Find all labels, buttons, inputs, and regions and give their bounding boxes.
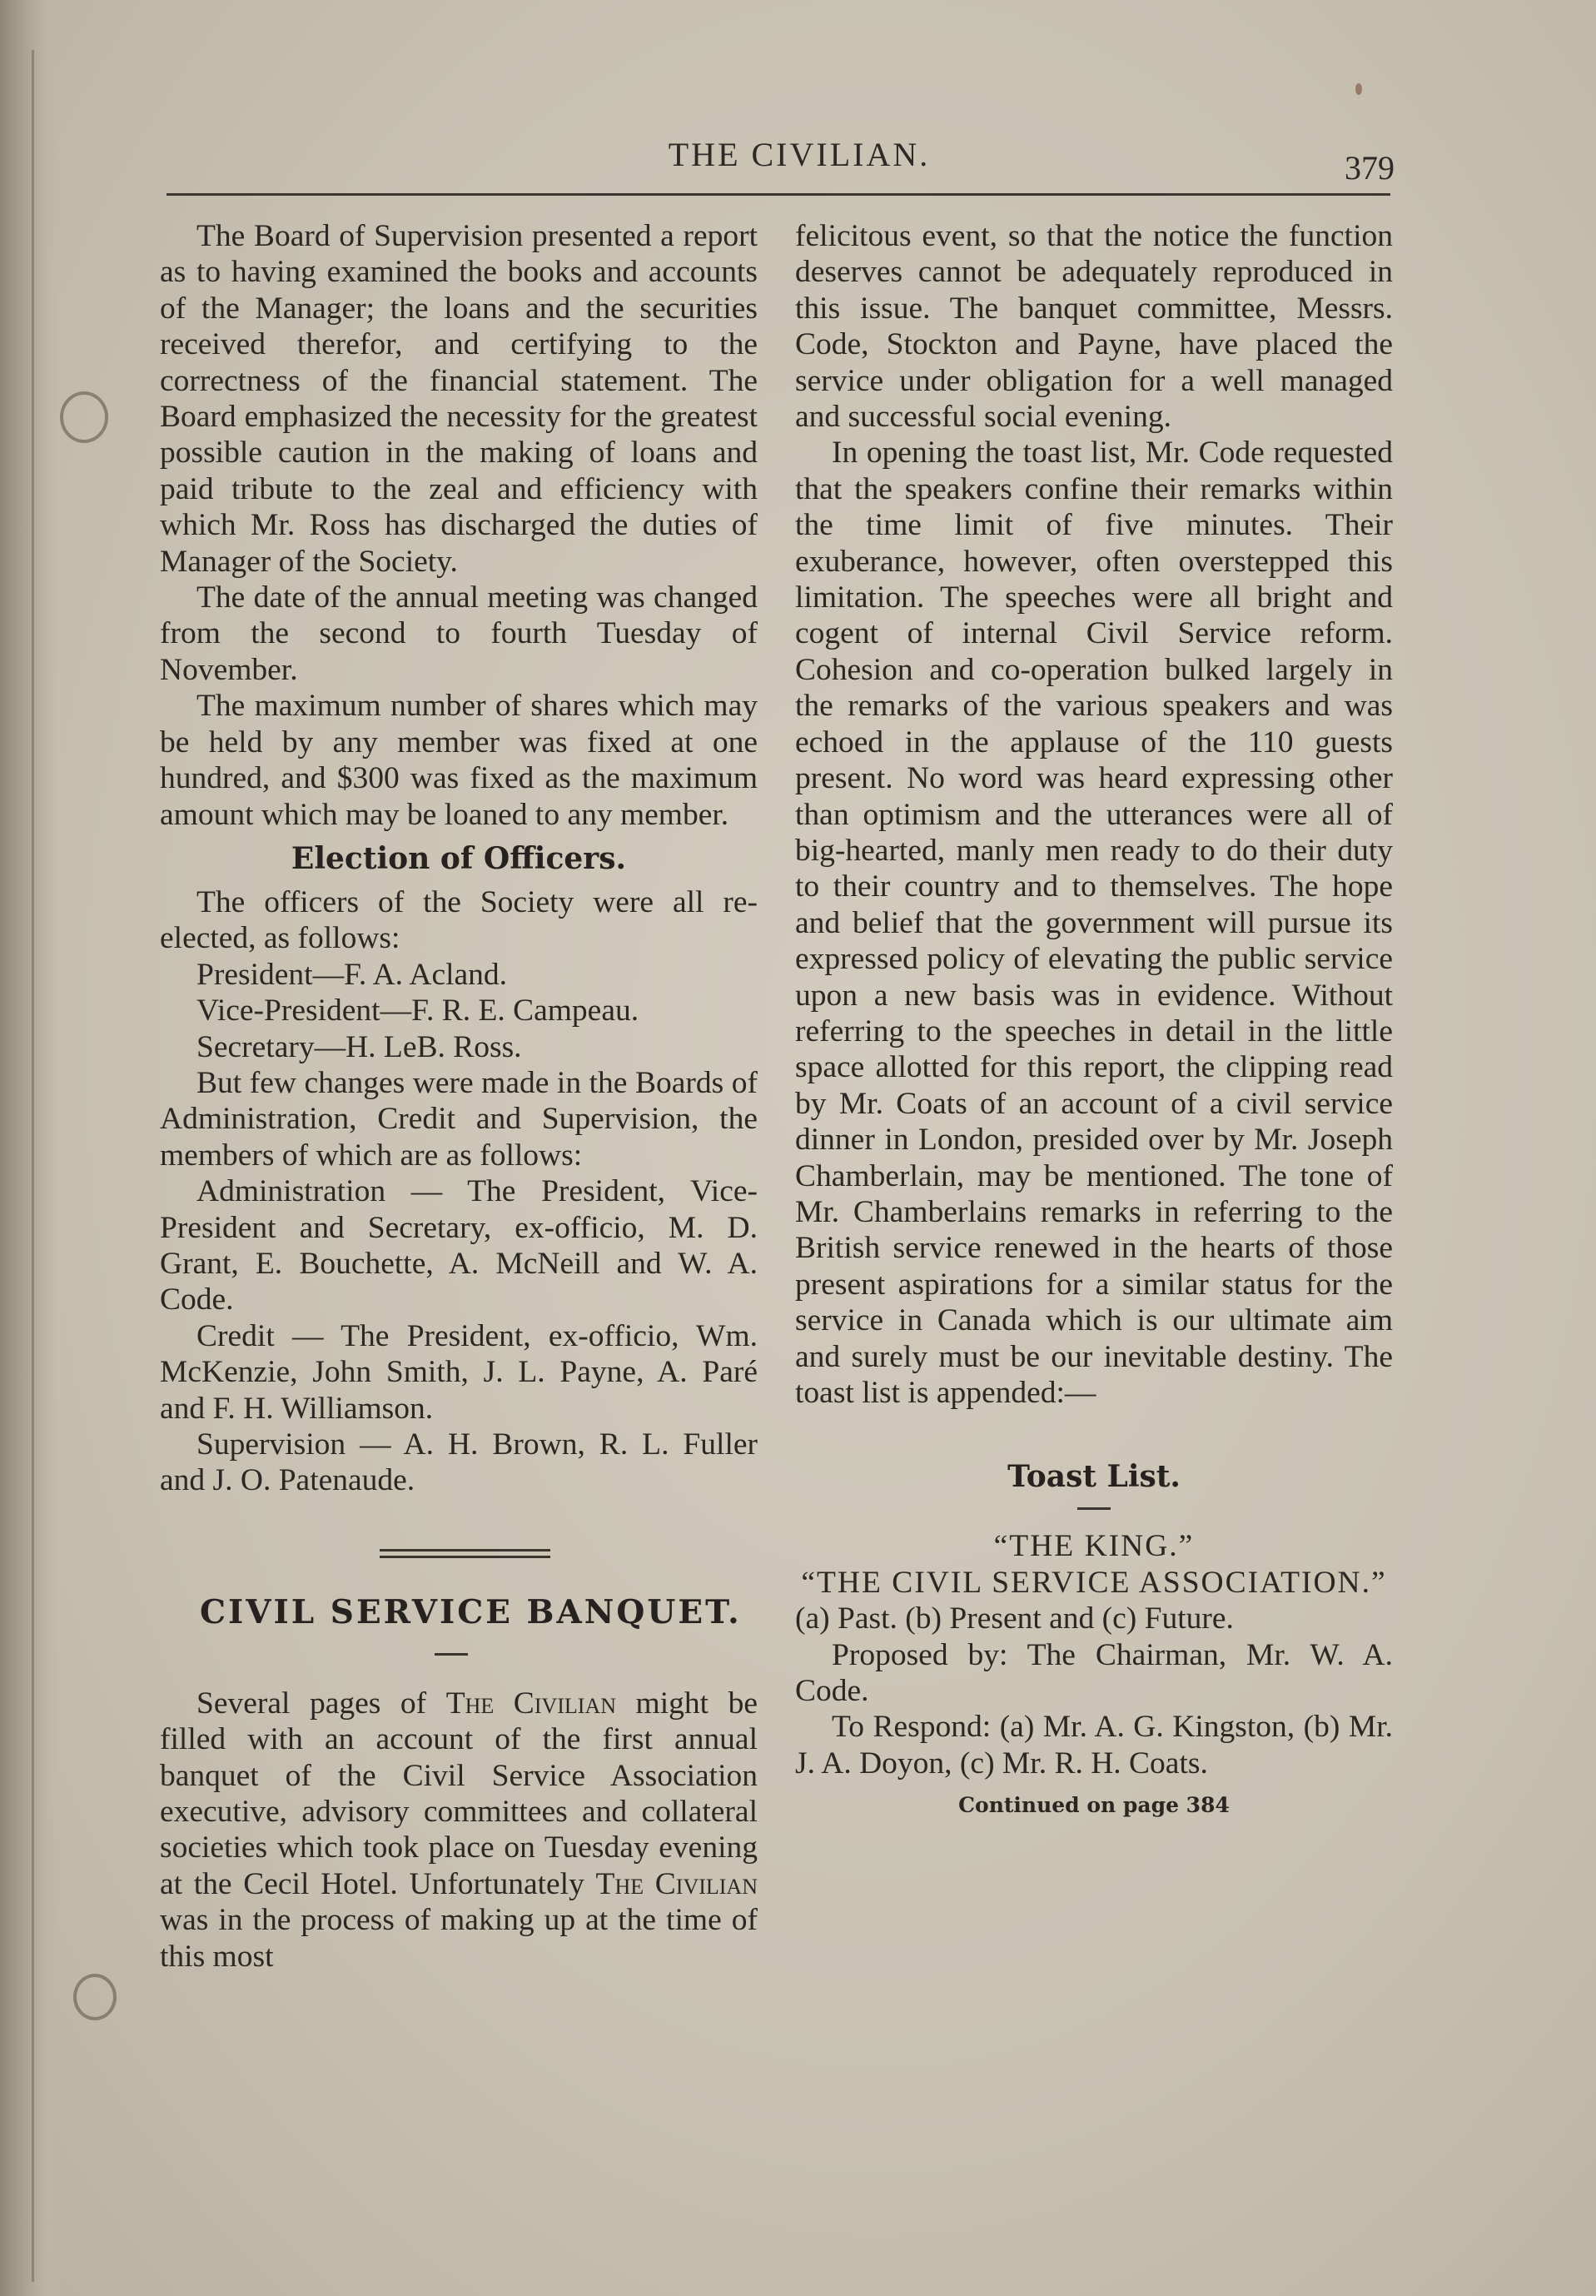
toast-line: “THE KING.” [993,1529,1195,1564]
continued-note: Continued on page 384 [958,1793,1230,1818]
board-entry: Credit — The President, ex-officio, Wm. McKenzie, John Smith, J. L. Payne, A. Paré and F. H. Williamson. [160,1318,758,1426]
section-heading: Election of Officers. [291,840,627,876]
officer-line: Vice-President—F. R. E. Campeau. [196,994,639,1028]
paragraph: The maximum number of shares which may be held by any member was fixed at one hundred, and $300 was fixed as the maximum amount which may be loaned to any member. [160,689,758,832]
paragraph: But few changes were made in the Boards of Administration, Credit and Supervision, the members of which are as follows: [160,1065,758,1173]
officer-line: President—F. A. Acland. [196,957,508,992]
text-run: Several pages of [196,1686,446,1721]
section-divider [380,1549,550,1551]
ink-spot [1355,83,1362,95]
paragraph [160,1686,758,1975]
section-heading: Toast List. [1007,1459,1181,1495]
publication-name: The Civilian [445,1686,617,1721]
heading-dash [1077,1507,1111,1510]
punch-hole [73,1974,117,2020]
paragraph: The Board of Supervision presented a report as to having examined the books and accounts of the Manager; the loans and the securities received therefor, and certifying to the correctness of the financial statement. The Board emphasized the necessity for the greatest possible caution in the making of loans and paid tribute to the zeal and efficiency with which Mr. Ross has discharged the duties of Manager of the Society. [160,219,758,579]
paragraph: The date of the annual meeting was changed from the second to fourth Tuesday of November. [160,580,758,687]
binding-edge [0,0,58,2296]
proposer-line: Proposed by: The Chairman, Mr. W. A. Code. [795,1637,1393,1709]
right-column [795,218,1393,1820]
article-heading: CIVIL SERVICE BANQUET. [200,1592,742,1631]
officer-line: Secretary—H. LeB. Ross. [196,1029,522,1064]
paragraph: In opening the toast list, Mr. Code requested that the speakers confine their remarks within the time limit of five minutes. Their exuberance, however, often overstepped this limitation. The speeches were all bright and cogent of internal Civil Service reform. Cohesion and co-operation bulked largely in the remarks of the various speakers and was echoed in the applause of the 110 guests present. No word was heard expressing other than optimism and the utterances were all of big-hearted, manly men ready to do their duty to their country and to themselves. The hope and belief that the government will pursue its expressed policy of elevating the public service upon a new basis was in evidence. Without referring to the speeches in detail in the little space allotted for this report, the clipping read by Mr. Coats of an account of a civil service dinner in London, presided over by Mr. Joseph Chamberlain, may be mentioned. The tone of Mr. Chamberlains remarks in referring to the British service renewed in the hearts of those present aspirations for a similar status for the service in Canada which is our ultimate aim and surely must be our inevitable destiny. The toast list is appended:— [795,436,1393,1410]
binding-stitch-line [32,50,34,2282]
running-head: THE CIVILIAN. [668,136,931,173]
header-rule [167,193,1390,196]
heading-dash [435,1653,468,1656]
text-run: was in the process of making up at the time of this most [160,1903,758,1974]
page-number: 379 [1345,149,1395,187]
section-divider [380,1556,550,1558]
paragraph: felicitous event, so that the notice the function deserves cannot be adequately reproduced in this issue. The banquet committee, Messrs. Code, Stockton and Payne, have placed the service under obligation for a well managed and successful social evening. [795,219,1393,435]
responders-line: To Respond: (a) Mr. A. G. Kingston, (b) Mr. J. A. Doyon, (c) Mr. R. H. Coats. [795,1710,1393,1781]
text-run: might be filled with an account of the first annual banquet of the Civil Service Association executive, advisory committees and collateral societies which took place on Tuesday evening at the Cecil Hotel. Unfortunately [160,1686,758,1901]
left-column [160,218,758,1975]
punch-hole [60,391,108,443]
board-entry: Administration — The President, Vice-President and Secretary, ex-officio, M. D. Grant, E. Bouchette, A. McNeill and W. A. Code. [160,1174,758,1317]
publication-name: The Civilian [595,1866,758,1901]
toast-line: “THE CIVIL SERVICE ASSOCIATION.” [801,1565,1387,1600]
board-entry: Supervision — A. H. Brown, R. L. Fuller and J. O. Patenaude. [160,1427,758,1498]
toast-parts: (a) Past. (b) Present and (c) Future. [795,1601,1234,1636]
paragraph: The officers of the Society were all re-elected, as follows: [160,884,758,956]
